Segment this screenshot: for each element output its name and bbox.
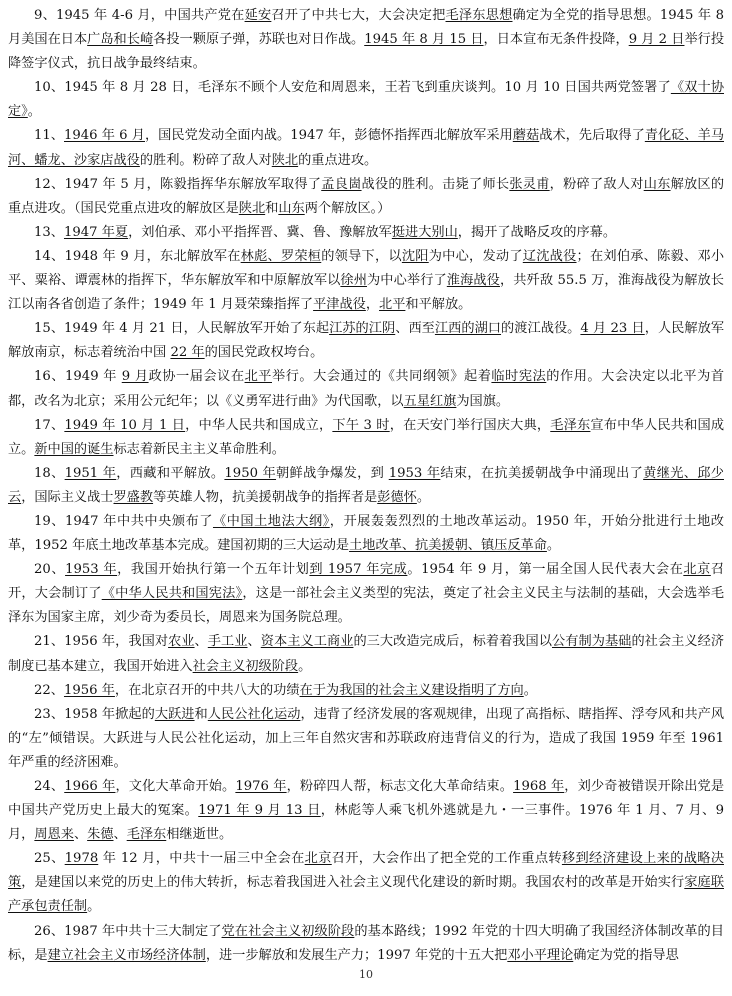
text-run: 的重点进攻。 bbox=[298, 152, 378, 168]
text-run: 为国旗。 bbox=[456, 393, 510, 409]
underlined-key-term: 陕北 bbox=[271, 152, 299, 168]
underlined-key-term: 北平 bbox=[244, 369, 272, 385]
text-run: ，中华人民共和国成立， bbox=[185, 417, 333, 433]
text-run: 和 bbox=[194, 706, 208, 722]
underlined-key-term: 山东 bbox=[278, 200, 305, 216]
text-run: 、 bbox=[194, 634, 208, 650]
underlined-key-term: 社会主义初级阶段 bbox=[192, 658, 299, 674]
underlined-key-term: 9 月 bbox=[121, 369, 149, 385]
underlined-key-term: 9 月 2 日 bbox=[628, 32, 685, 48]
underlined-key-term: 青化砭、羊马河、蟠龙、沙家店战役 bbox=[8, 128, 724, 168]
text-run: 的渡江战役。 bbox=[501, 321, 581, 337]
text-run: 相继逝世。 bbox=[166, 827, 233, 843]
list-item bbox=[8, 558, 724, 630]
text-run: ，在天安门举行国庆大典， bbox=[389, 417, 551, 433]
list-item bbox=[8, 462, 724, 510]
underlined-key-term: 彭德怀 bbox=[377, 489, 417, 505]
text-run: ，刘伯承、邓小平指挥晋、冀、鲁、豫解放军 bbox=[128, 224, 392, 240]
text-run: ，粉碎四人帮，标志文化大革命结束。 bbox=[286, 779, 514, 794]
list-item bbox=[8, 703, 724, 775]
text-run: 解放区的重点进攻。（国民党重点进攻的解放区是 bbox=[8, 176, 724, 216]
underlined-key-term: 广岛和长崎 bbox=[87, 32, 154, 48]
text-run: ，在北京召开的中共八大的功绩 bbox=[114, 682, 300, 698]
underlined-key-term: 党在社会主义初级阶段 bbox=[221, 923, 355, 939]
underlined-key-term: 22 年 bbox=[170, 345, 205, 361]
text-run: 18、 bbox=[34, 465, 65, 481]
text-run: 。1954 年 9 月，第一届全国人民代表大会在 bbox=[407, 562, 684, 578]
text-run: 召开了中共七大，大会决定把 bbox=[271, 8, 446, 23]
text-run: 和 bbox=[265, 200, 279, 216]
document-page bbox=[8, 4, 724, 964]
underlined-key-term: 挺进大别山 bbox=[391, 224, 458, 240]
text-run: 21、1956 年，我国对 bbox=[34, 634, 169, 650]
text-run: ，违背了经济发展的客观规律，出现了高指标、瞎指挥、浮夸风和共产风的“左”倾错误。大跃进与人民公社化运动，加上三年自然灾害和苏联政府违背信义的行为，造成了我国 1959 年至 1961 年严重的经济困难。 bbox=[8, 706, 724, 770]
text-run: 战术，先后取得了 bbox=[539, 128, 645, 144]
text-run: 。 bbox=[416, 489, 430, 505]
underlined-key-term: 陕北 bbox=[238, 200, 266, 216]
text-run: 为中心，发动了 bbox=[428, 248, 523, 264]
underlined-key-term: 毛泽东 bbox=[550, 417, 591, 433]
text-run: 两个解放区。） bbox=[304, 200, 391, 216]
underlined-key-term: 1953 年 bbox=[388, 465, 441, 481]
text-run: ，文化大革命开始。 bbox=[115, 779, 236, 794]
text-run: 召开，大会制订了 bbox=[8, 562, 724, 602]
underlined-key-term: 1949 年 10 月 1 日 bbox=[64, 417, 186, 433]
underlined-key-term: 1950 年 bbox=[224, 465, 277, 481]
underlined-key-term: 朱德 bbox=[87, 827, 114, 843]
underlined-key-term: 大跃进 bbox=[154, 706, 195, 722]
underlined-key-term: 土地改革、抗美援朝、镇压反革命 bbox=[349, 538, 547, 554]
text-run: 13、 bbox=[34, 224, 64, 240]
underlined-key-term: 徐州 bbox=[340, 273, 368, 289]
text-run: ，日本宣布无条件投降， bbox=[483, 32, 629, 48]
text-run: 的国民党政权垮台。 bbox=[204, 345, 324, 361]
underlined-key-term: 五星红旗 bbox=[403, 393, 457, 409]
list-item bbox=[8, 124, 724, 172]
underlined-key-term: 周恩来 bbox=[34, 827, 74, 843]
underlined-key-term: 4 月 23 日 bbox=[580, 321, 645, 337]
underlined-key-term: 《双十协定》 bbox=[8, 80, 724, 120]
list-item bbox=[8, 920, 724, 964]
underlined-key-term: 下午 3 时 bbox=[332, 417, 390, 433]
underlined-key-term: 1956 年 bbox=[63, 682, 115, 698]
underlined-key-term: 黄继光、邱少云 bbox=[8, 465, 724, 505]
text-run: 24、 bbox=[34, 779, 65, 794]
underlined-key-term: 北京 bbox=[304, 851, 332, 867]
list-item bbox=[8, 76, 724, 124]
text-run: ，进一步解放和发展生产力；1997 年党的十五大把 bbox=[205, 947, 508, 963]
text-run: 各投一颗原子弹，苏联也对日作战。 bbox=[153, 32, 365, 48]
underlined-key-term: 沈阳 bbox=[401, 248, 429, 264]
underlined-key-term: 北京 bbox=[683, 562, 711, 578]
text-run: ，人民解放军解放南京，标志着统治中国 bbox=[8, 321, 724, 361]
list-item bbox=[8, 414, 724, 462]
text-run: 的胜利。粉碎了敌人对 bbox=[139, 152, 272, 168]
text-run: 9、1945 年 4-6 月，中国共产党在 bbox=[34, 8, 245, 23]
text-run: 20、 bbox=[34, 562, 66, 578]
underlined-key-term: 移到经济建设上来的战略决策 bbox=[8, 851, 724, 891]
underlined-key-term: 毛泽东思想 bbox=[445, 8, 513, 23]
underlined-key-term: 邓小平理论 bbox=[507, 947, 574, 963]
text-run: 25、 bbox=[34, 851, 65, 867]
underlined-key-term: 1945 年 8 月 15 日 bbox=[364, 32, 484, 48]
list-item bbox=[8, 630, 724, 678]
underlined-key-term: 公有制为基础 bbox=[552, 634, 632, 650]
text-run: 的作用。大会决定以北平为首都，改名为北京；采用公元纪年；以《义勇军进行曲》为代国歌，以 bbox=[8, 369, 724, 409]
text-run: 。 bbox=[87, 899, 101, 915]
text-run: 23、1958 年掀起的 bbox=[34, 706, 155, 722]
list-item bbox=[8, 775, 724, 847]
text-run: 。 bbox=[523, 682, 537, 698]
text-run: 召开，大会作出了把全党的工作重点转 bbox=[331, 851, 562, 867]
text-run: 19、1947 年中共中央颁布了 bbox=[34, 513, 213, 529]
underlined-key-term: 临时宪法 bbox=[491, 369, 547, 385]
text-run: 。 bbox=[298, 658, 312, 674]
text-run: 、 bbox=[113, 827, 127, 843]
text-run: 朝鲜战争爆发，到 bbox=[276, 465, 389, 481]
text-run: 的基本路线；1992 年党的十四大明确了我国经济体制改革的目标，是 bbox=[8, 923, 724, 963]
text-run: ，开展轰轰烈烈的土地改革运动。1950 年，开始分批进行土地改革，1952 年底土地改革基本完成。建国初期的三大运动是 bbox=[8, 513, 724, 554]
text-run: ，国民党发动全面内战。1947 年，彭德怀指挥西北解放军采用 bbox=[144, 128, 513, 144]
text-run: 、 bbox=[73, 827, 88, 843]
underlined-key-term: 山东 bbox=[643, 176, 671, 192]
text-run: 举行。大会通过的《共同纲领》起着 bbox=[272, 369, 492, 385]
underlined-key-term: 1978 bbox=[64, 851, 99, 867]
underlined-key-term: 1966 年 bbox=[64, 779, 116, 794]
underlined-key-term: 1971 年 9 月 13 日 bbox=[198, 803, 321, 819]
underlined-key-term: 罗盛教 bbox=[113, 489, 154, 505]
underlined-key-term: 张灵甫 bbox=[509, 176, 550, 192]
underlined-key-term: 到 1957 年完成 bbox=[309, 562, 408, 578]
underlined-key-term: 江苏的江阴 bbox=[329, 321, 396, 337]
text-run: ，揭开了战略反攻的序幕。 bbox=[457, 224, 617, 240]
text-run: 为中心举行了 bbox=[367, 273, 447, 289]
text-run: ，是建国以来党的历史上的伟大转折，标志着我国进入社会主义现代化建设的新时期。我国农村的改革是开始实行 bbox=[21, 875, 685, 891]
text-run: 的领导下，以 bbox=[321, 248, 402, 264]
text-run: 、 bbox=[247, 634, 261, 650]
list-item bbox=[8, 317, 724, 365]
text-run: 。 bbox=[27, 104, 41, 120]
list-item bbox=[8, 365, 724, 413]
underlined-key-term: 新中国的诞生 bbox=[34, 441, 114, 457]
text-run: 15、1949 年 4 月 21 日，人民解放军开始了东起 bbox=[34, 321, 330, 337]
text-run: ，林彪等人乘飞机外逃就是九・一三事件。1976 年 1 月、7 月、9 月， bbox=[8, 803, 724, 843]
list-item bbox=[8, 173, 724, 221]
text-run: 结束，在抗美援朝战争中涌现出了 bbox=[440, 465, 644, 481]
underlined-key-term: 在于为我国的社会主义建设指明了方向 bbox=[299, 682, 524, 698]
list-item bbox=[8, 221, 724, 245]
list-item bbox=[8, 847, 724, 919]
text-run: ，这是一部社会主义类型的宪法，奠定了社会主义民主与法制的基础，大会选举毛泽东为国家主席，刘少奇为委员长，周恩来为国务院总理。 bbox=[8, 586, 724, 626]
underlined-key-term: 延安 bbox=[244, 8, 272, 23]
text-run: ，西藏和平解放。 bbox=[116, 465, 225, 481]
underlined-key-term: 1976 年 bbox=[235, 779, 287, 794]
text-run: 确定为党的指导思 bbox=[573, 947, 679, 963]
text-run: 的社会主义经济制度已基本建立，我国开始进入 bbox=[8, 634, 724, 674]
underlined-key-term: 北平 bbox=[379, 297, 406, 313]
underlined-key-term: 农业 bbox=[168, 634, 195, 650]
underlined-key-term: 江西的湖口 bbox=[434, 321, 502, 337]
list-item bbox=[8, 679, 724, 703]
underlined-key-term: 人民公社化运动 bbox=[207, 706, 301, 722]
text-run: 、西至 bbox=[395, 321, 435, 337]
underlined-key-term: 建立社会主义市场经济体制 bbox=[47, 947, 206, 963]
underlined-key-term: 1968 年 bbox=[513, 779, 565, 794]
text-run: ；在刘伯承、陈毅、邓小平、粟裕、谭震林的指挥下，华东解放军和中原解放军以 bbox=[8, 248, 724, 289]
text-run: 和平解放。 bbox=[405, 297, 472, 313]
text-run: 10、1945 年 8 月 28 日，毛泽东不顾个人安危和周恩来，王若飞到重庆谈判。10 月 10 日国共两党签署了 bbox=[34, 80, 671, 96]
text-run: 14、1948 年 9 月，东北解放军在 bbox=[34, 248, 241, 264]
underlined-key-term: 《中国土地法大纲》 bbox=[212, 513, 330, 529]
text-run: 22、 bbox=[34, 682, 64, 698]
underlined-key-term: 1947 年夏 bbox=[63, 224, 129, 240]
text-run: 26、1987 年中共十三大制定了 bbox=[34, 923, 222, 939]
text-run: 17、 bbox=[34, 417, 65, 433]
text-run: ，粉碎了敌人对 bbox=[549, 176, 644, 192]
text-run: 战役的胜利。击毙了师长 bbox=[361, 176, 510, 192]
underlined-key-term: 资本主义工商业 bbox=[260, 634, 354, 650]
underlined-key-term: 1951 年 bbox=[64, 465, 117, 481]
list-item bbox=[8, 245, 724, 317]
text-run: ，国际主义战士 bbox=[21, 489, 114, 505]
underlined-key-term: 家庭联产承包责任制 bbox=[8, 875, 724, 915]
underlined-key-term: 平津战役 bbox=[313, 297, 366, 313]
text-run: 标志着新民主主义革命胜利。 bbox=[113, 441, 285, 457]
text-run: 12、1947 年 5 月，陈毅指挥华东解放军取得了 bbox=[34, 176, 322, 192]
underlined-key-term: 1946 年 6 月 bbox=[64, 128, 145, 144]
text-run: 举行投降签字仪式，抗日战争最终结束。 bbox=[8, 32, 724, 72]
text-run: ，刘少奇被错误开除出党是中国共产党历史上最大的冤案。 bbox=[8, 779, 724, 819]
text-run: 16、1949 年 bbox=[34, 369, 122, 385]
underlined-key-term: 林彪、罗荣桓 bbox=[240, 248, 322, 264]
text-run: ，我国开始执行第一个五年计划 bbox=[117, 562, 310, 578]
underlined-key-term: 手工业 bbox=[207, 634, 248, 650]
underlined-key-term: 孟良崮 bbox=[321, 176, 362, 192]
text-run: 年 12 月，中共十一届三中全会在 bbox=[98, 851, 305, 867]
text-run: 确定为全党的指导思想。1945 年 8 月美国在日本 bbox=[8, 8, 724, 48]
list-item bbox=[8, 510, 724, 558]
page-number: 10 bbox=[359, 968, 373, 981]
text-run: 11、 bbox=[34, 128, 64, 144]
underlined-key-term: 淮海战役 bbox=[446, 273, 500, 289]
list-item bbox=[8, 4, 724, 76]
text-run: 等英雄人物，抗美援朝战争的指挥者是 bbox=[153, 489, 378, 505]
underlined-key-term: 毛泽东 bbox=[126, 827, 167, 843]
text-run: 政协一届会议在 bbox=[148, 369, 245, 385]
text-run: ， bbox=[365, 297, 380, 313]
text-run: 的三大改造完成后，标着着我国以 bbox=[353, 634, 552, 650]
underlined-key-term: 1953 年 bbox=[65, 562, 118, 578]
text-run: 。 bbox=[546, 538, 561, 554]
underlined-key-term: 辽沈战役 bbox=[522, 248, 577, 264]
text-run: ，共歼敌 55.5 万，淮海战役为解放长江以南各省创造了条件；1949 年 1 月聂荣臻指挥了 bbox=[8, 273, 724, 313]
underlined-key-term: 蘑菇 bbox=[512, 128, 540, 144]
underlined-key-term: 《中华人民共和国宪法》 bbox=[101, 586, 243, 602]
text-run: 宣布中华人民共和国成立。 bbox=[8, 417, 724, 457]
